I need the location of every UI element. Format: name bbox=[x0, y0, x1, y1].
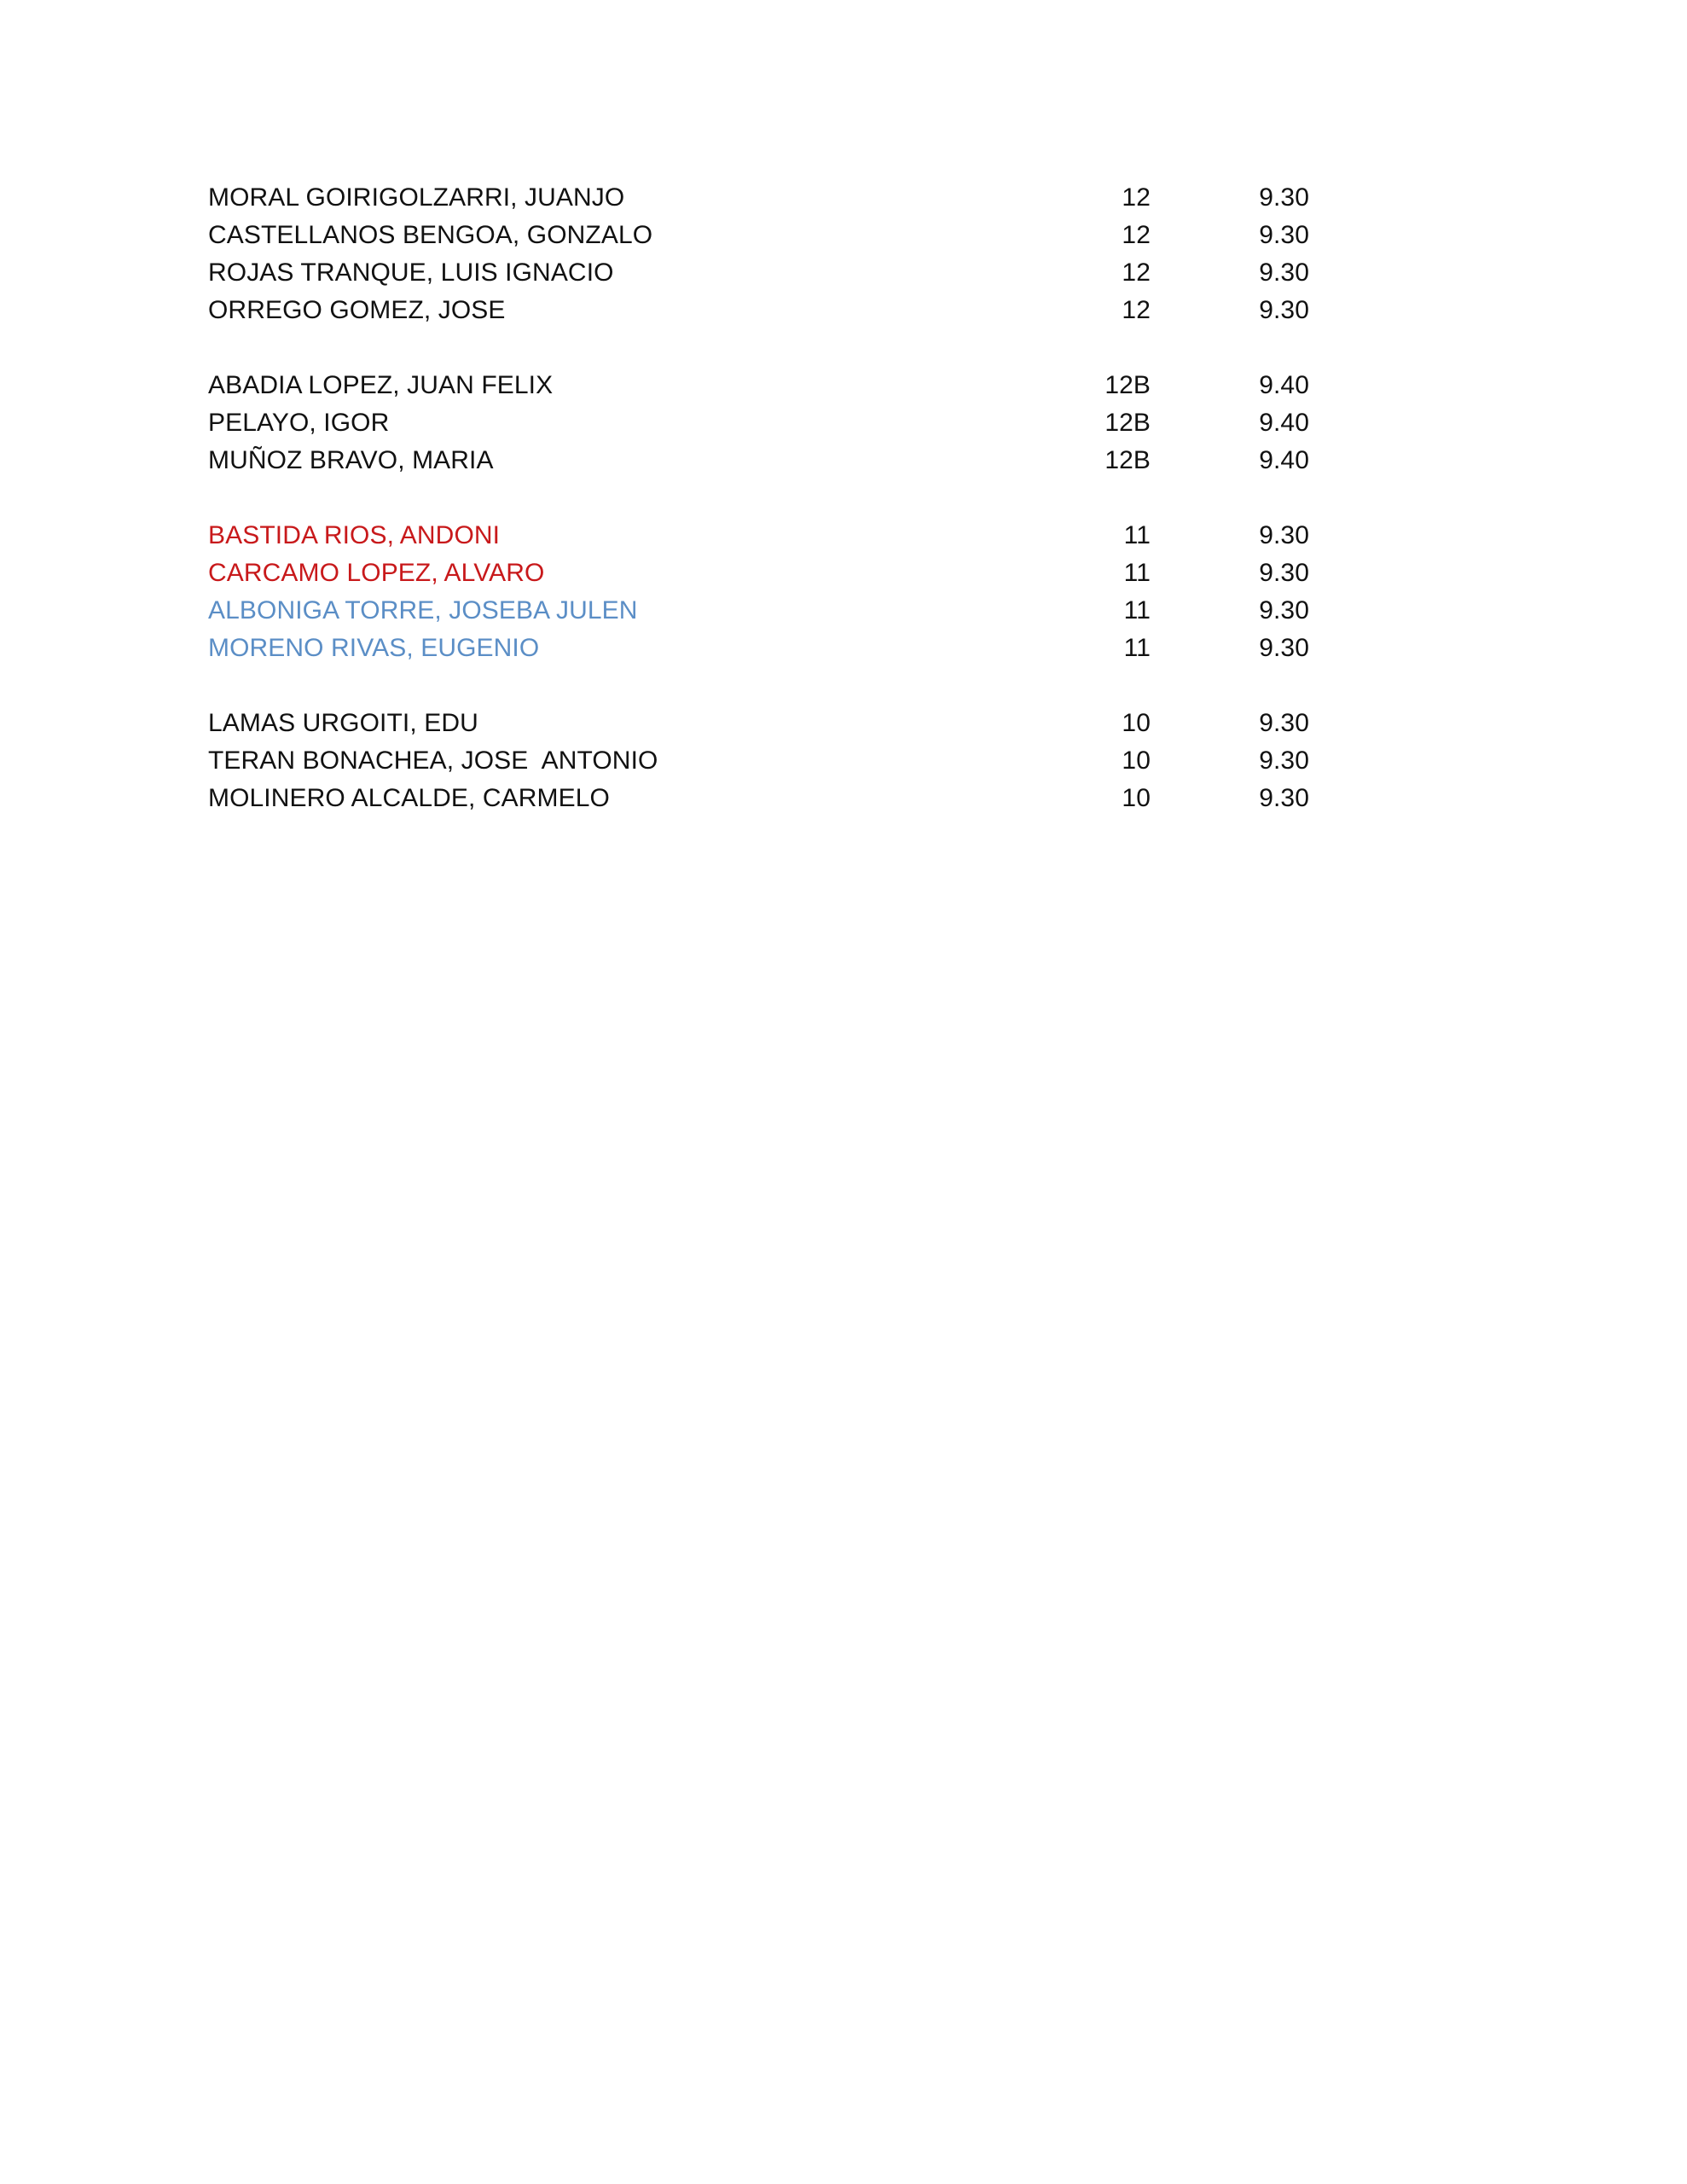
tee-time: 9.30 bbox=[1259, 296, 1309, 324]
group-number: 11 bbox=[1123, 559, 1151, 587]
tee-time: 9.40 bbox=[1259, 409, 1309, 437]
list-row bbox=[208, 179, 1309, 217]
list-row bbox=[208, 630, 1309, 667]
group-number: 12 bbox=[1122, 221, 1151, 249]
group-number: 12B bbox=[1104, 371, 1151, 399]
tee-time: 9.30 bbox=[1259, 709, 1309, 737]
player-name: BASTIDA RIOS, ANDONI bbox=[208, 521, 501, 549]
group-12 bbox=[208, 179, 1309, 329]
list-row bbox=[208, 592, 1309, 630]
group-number: 12B bbox=[1104, 446, 1151, 474]
list-row bbox=[208, 517, 1309, 555]
player-name: ROJAS TRANQUE, LUIS IGNACIO bbox=[208, 258, 614, 287]
list-row bbox=[208, 217, 1309, 254]
player-name: MORENO RIVAS, EUGENIO bbox=[208, 634, 540, 662]
tee-time: 9.30 bbox=[1259, 183, 1309, 212]
player-name: TERAN BONACHEA, JOSE ANTONIO bbox=[208, 746, 658, 775]
schedule-list bbox=[208, 179, 1309, 817]
tee-time: 9.30 bbox=[1259, 596, 1309, 624]
tee-time: 9.30 bbox=[1259, 784, 1309, 812]
list-row bbox=[208, 555, 1309, 592]
list-row bbox=[208, 254, 1309, 292]
player-name: CARCAMO LOPEZ, ALVARO bbox=[208, 559, 545, 587]
tee-time: 9.30 bbox=[1259, 521, 1309, 549]
player-name: CASTELLANOS BENGOA, GONZALO bbox=[208, 221, 653, 249]
list-row bbox=[208, 705, 1309, 742]
player-name: PELAYO, IGOR bbox=[208, 409, 390, 437]
group-number: 12 bbox=[1122, 258, 1151, 287]
group-number: 12 bbox=[1122, 296, 1151, 324]
player-name: ORREGO GOMEZ, JOSE bbox=[208, 296, 506, 324]
group-number: 11 bbox=[1123, 634, 1151, 662]
list-row bbox=[208, 292, 1309, 329]
group-number: 12B bbox=[1104, 409, 1151, 437]
group-11 bbox=[208, 517, 1309, 667]
list-row bbox=[208, 780, 1309, 817]
group-12b bbox=[208, 367, 1309, 479]
player-name: MUÑOZ BRAVO, MARIA bbox=[208, 446, 494, 474]
tee-time: 9.30 bbox=[1259, 559, 1309, 587]
group-number: 11 bbox=[1123, 596, 1151, 624]
player-name: MOLINERO ALCALDE, CARMELO bbox=[208, 784, 610, 812]
tee-time: 9.30 bbox=[1259, 746, 1309, 775]
group-number: 11 bbox=[1123, 521, 1151, 549]
list-row bbox=[208, 742, 1309, 780]
tee-time: 9.30 bbox=[1259, 634, 1309, 662]
group-number: 10 bbox=[1122, 784, 1151, 812]
player-name: ALBONIGA TORRE, JOSEBA JULEN bbox=[208, 596, 638, 624]
group-10 bbox=[208, 705, 1309, 817]
list-row bbox=[208, 442, 1309, 479]
group-number: 10 bbox=[1122, 746, 1151, 775]
tee-time: 9.30 bbox=[1259, 258, 1309, 287]
player-name: LAMAS URGOITI, EDU bbox=[208, 709, 478, 737]
player-name: MORAL GOIRIGOLZARRI, JUANJO bbox=[208, 183, 625, 212]
group-number: 12 bbox=[1122, 183, 1151, 212]
group-number: 10 bbox=[1122, 709, 1151, 737]
player-name: ABADIA LOPEZ, JUAN FELIX bbox=[208, 371, 554, 399]
tee-time: 9.40 bbox=[1259, 446, 1309, 474]
list-row bbox=[208, 404, 1309, 442]
tee-time: 9.40 bbox=[1259, 371, 1309, 399]
tee-time: 9.30 bbox=[1259, 221, 1309, 249]
list-row bbox=[208, 367, 1309, 404]
